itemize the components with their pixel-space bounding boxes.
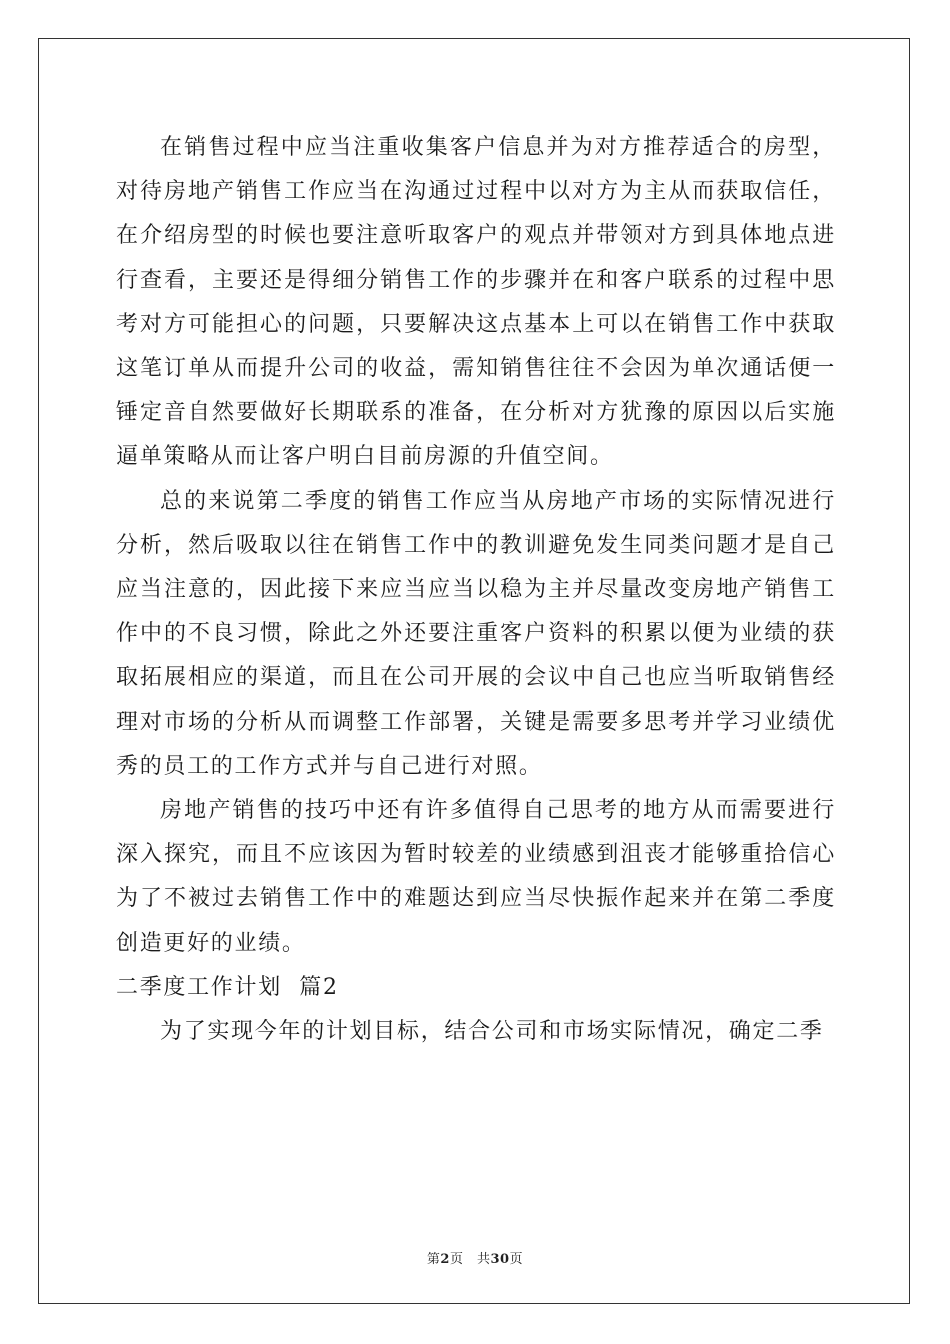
footer-page-mid: 页 共 [449, 1252, 491, 1267]
page-footer [0, 1248, 950, 1267]
paragraph-4: 为了实现今年的计划目标，结合公司和市场实际情况，确定二季 [160, 1019, 824, 1045]
paragraph-2: 总的来说第二季度的销售工作应当从房地产市场的实际情况进行分析，然后吸取以往在销售工作中的教训避免发生同类问题才是自己应当注意的，因此接下来应当应当以稳为主并尽量改变房地产销售工作中的不良习惯，除此之外还要注重客户资料的积累以便为业绩的获取拓展相应的渠道，而且在公司开展的会议中自己也应当听取销售经理对市场的分析从而调整工作部署，关键是需要多思考并学习业绩优秀的员工的工作方式并与自己进行对照。 [116, 488, 836, 779]
footer-page-prefix: 第 [426, 1252, 441, 1267]
footer-total-pages: 30 [490, 1252, 510, 1267]
document-body [116, 126, 836, 1054]
footer-page-number: 2 [440, 1252, 450, 1267]
paragraph-1: 在销售过程中应当注重收集客户信息并为对方推荐适合的房型，对待房地产销售工作应当在沟通过过程中以对方为主从而获取信任，在介绍房型的时候也要注意听取客户的观点并带领对方到具体地点进行查看，主要还是得细分销售工作的步骤并在和客户联系的过程中思考对方可能担心的问题，只要解决这点基本上可以在销售工作中获取这笔订单从而提升公司的收益，需知销售往往不会因为单次通话便一锤定音自然要做好长期联系的准备，在分析对方犹豫的原因以后实施逼单策略从而让客户明白目前房源的升值空间。 [116, 135, 836, 470]
footer-page-suffix: 页 [509, 1252, 524, 1267]
paragraph-3: 房地产销售的技巧中还有许多值得自己思考的地方从而需要进行深入探究，而且不应该因为暂时较差的业绩感到沮丧才能够重拾信心为了不被过去销售工作中的难题达到应当尽快振作起来并在第二季度创造更好的业绩。 [116, 798, 836, 956]
section-heading: 二季度工作计划 篇2 [116, 974, 339, 1000]
